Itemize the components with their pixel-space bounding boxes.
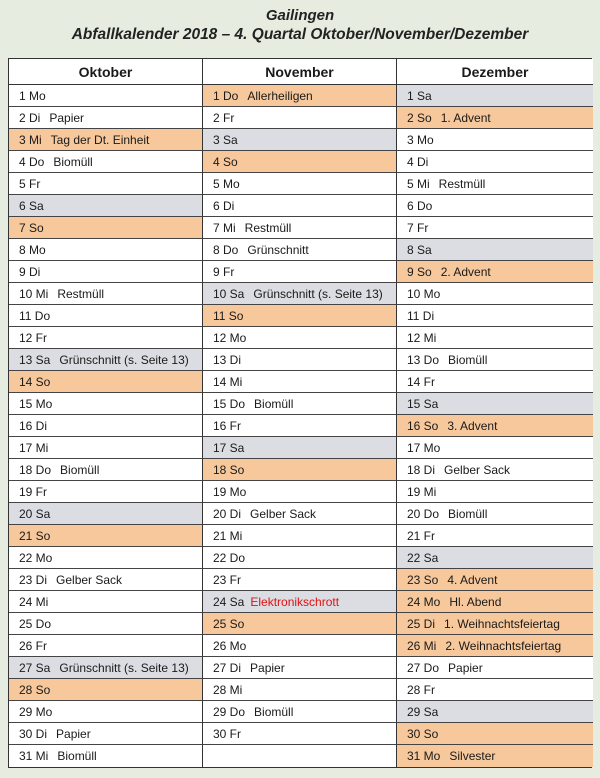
day-label: 3 Sa (213, 132, 238, 147)
day-label: 30 Fr (213, 726, 242, 741)
day-label: 20 Do (407, 506, 440, 521)
day-cell (397, 217, 593, 239)
day-label: 23 Fr (213, 572, 242, 587)
day-label: 12 Mo (213, 330, 247, 345)
day-cell (203, 195, 397, 217)
day-cell (397, 261, 593, 283)
day-label: 13 Sa (19, 352, 51, 367)
day-label: 16 Di (19, 418, 48, 433)
day-label: 14 Fr (407, 374, 436, 389)
event-label: 1. Weihnachtsfeiertag (444, 616, 560, 631)
day-label: 5 Fr (19, 176, 41, 191)
day-label: 11 Di (407, 308, 435, 323)
day-label: 1 Mo (19, 88, 46, 103)
day-cell (397, 151, 593, 173)
event-label: Gelber Sack (250, 506, 317, 521)
day-label: 18 Di (407, 462, 436, 477)
day-cell (203, 371, 397, 393)
day-cell (203, 85, 397, 107)
day-cell (397, 657, 593, 679)
day-label: 8 Mo (19, 242, 46, 257)
event-label: Biomüll (57, 749, 97, 763)
event-label: 2. Advent (440, 264, 491, 279)
day-cell (9, 107, 203, 129)
day-label: 23 So (407, 572, 439, 587)
event-label: Silvester (449, 749, 496, 763)
day-cell (203, 239, 397, 261)
day-cell (9, 239, 203, 261)
day-cell (203, 701, 397, 723)
day-cell (397, 393, 593, 415)
day-label: 17 Sa (213, 440, 245, 455)
day-label: 22 Do (213, 550, 246, 565)
event-label: Papier (56, 726, 91, 741)
day-cell (397, 305, 593, 327)
day-cell (9, 657, 203, 679)
day-label: 26 Fr (19, 638, 48, 653)
day-label: 3 Mi (19, 132, 42, 147)
day-cell (397, 349, 593, 371)
event-label: Papier (250, 660, 285, 675)
day-cell (9, 85, 203, 107)
day-label: 26 Mo (213, 638, 247, 653)
event-label: 4. Advent (447, 572, 498, 587)
day-cell (203, 129, 397, 151)
day-cell (397, 85, 593, 107)
calendar-table (8, 58, 592, 768)
day-cell (203, 569, 397, 591)
day-cell (9, 327, 203, 349)
day-cell (9, 591, 203, 613)
event-label: Hl. Abend (449, 594, 502, 609)
day-cell (203, 547, 397, 569)
day-label: 9 So (407, 264, 432, 279)
day-label: 28 So (19, 682, 51, 697)
day-cell (397, 701, 593, 723)
day-label: 24 Mo (407, 594, 441, 609)
event-label: Papier (49, 110, 85, 125)
event-label: Biomüll (254, 704, 294, 719)
day-label: 27 Di (213, 660, 242, 675)
day-cell (203, 525, 397, 547)
day-label: 2 So (407, 110, 432, 125)
day-label: 21 Fr (407, 528, 436, 543)
day-cell (9, 701, 203, 723)
day-label: 8 Sa (407, 242, 432, 257)
event-label: Biomüll (254, 396, 294, 411)
day-label: 14 Mi (213, 374, 243, 389)
event-label: Restmüll (57, 286, 105, 301)
day-cell (203, 745, 397, 767)
day-cell (203, 393, 397, 415)
day-cell (203, 349, 397, 371)
day-cell (397, 239, 593, 261)
day-cell (397, 437, 593, 459)
event-label: Tag der Dt. Einheit (50, 132, 150, 147)
day-cell (203, 217, 397, 239)
day-cell (203, 173, 397, 195)
day-cell (9, 635, 203, 657)
day-label: 30 So (407, 726, 439, 741)
day-cell (9, 503, 203, 525)
day-label: 10 Sa (213, 286, 245, 301)
day-cell (9, 305, 203, 327)
day-cell (397, 635, 593, 657)
day-label: 15 Sa (407, 396, 439, 411)
event-label: Biomüll (448, 352, 488, 367)
day-cell (9, 745, 203, 767)
day-label: 2 Di (19, 110, 41, 125)
day-label: 15 Mo (19, 396, 53, 411)
day-label: 29 Do (213, 704, 246, 719)
day-cell (397, 107, 593, 129)
day-label: 4 Do (19, 154, 45, 169)
day-cell (203, 635, 397, 657)
day-cell (9, 569, 203, 591)
event-label: Restmüll (438, 176, 486, 191)
day-label: 9 Di (19, 264, 41, 279)
day-cell (397, 503, 593, 525)
day-cell (9, 613, 203, 635)
day-cell (9, 437, 203, 459)
day-cell (9, 723, 203, 745)
day-cell (9, 679, 203, 701)
day-label: 4 So (213, 154, 238, 169)
day-label: 12 Mi (407, 330, 437, 345)
month-header-dezember: Dezember (397, 59, 593, 85)
day-cell (9, 371, 203, 393)
day-label: 30 Di (19, 726, 48, 741)
day-label: 28 Mi (213, 682, 243, 697)
day-label: 27 Sa (19, 660, 51, 675)
day-label: 2 Fr (213, 110, 235, 125)
event-label: Grünschnitt (s. Seite 13) (253, 286, 383, 301)
day-label: 28 Fr (407, 682, 436, 697)
day-label: 6 Di (213, 198, 235, 213)
day-label: 17 Mi (19, 440, 49, 455)
day-cell (203, 503, 397, 525)
day-label: 13 Do (407, 352, 440, 367)
day-cell (397, 129, 593, 151)
day-cell (203, 481, 397, 503)
day-cell (397, 327, 593, 349)
day-label: 31 Mo (407, 749, 441, 763)
event-label: Elektronikschrott (250, 594, 340, 609)
day-label: 12 Fr (19, 330, 48, 345)
day-label: 24 Mi (19, 594, 49, 609)
day-label: 20 Di (213, 506, 242, 521)
day-cell (9, 547, 203, 569)
day-cell (203, 107, 397, 129)
event-label: Restmüll (244, 220, 292, 235)
day-cell (203, 151, 397, 173)
event-label: Grünschnitt (s. Seite 13) (59, 352, 189, 367)
day-cell (203, 591, 397, 613)
day-label: 10 Mi (19, 286, 49, 301)
page-title: Abfallkalender 2018 – 4. Quartal Oktober/November/Dezember (71, 26, 529, 43)
day-label: 13 Di (213, 352, 242, 367)
day-label: 5 Mi (407, 176, 430, 191)
day-label: 6 Sa (19, 198, 44, 213)
day-cell (203, 657, 397, 679)
day-cell (397, 679, 593, 701)
day-cell (397, 283, 593, 305)
day-cell (203, 437, 397, 459)
day-label: 31 Mi (19, 749, 49, 763)
day-label: 22 Sa (407, 550, 439, 565)
day-cell (203, 723, 397, 745)
day-label: 18 Do (19, 462, 52, 477)
day-cell (9, 525, 203, 547)
day-cell (203, 283, 397, 305)
day-label: 19 Mo (213, 484, 247, 499)
event-label: Biomüll (53, 154, 93, 169)
day-label: 21 Mi (213, 528, 243, 543)
location-title: Gailingen (265, 7, 335, 24)
day-label: 20 Sa (19, 506, 51, 521)
day-cell (9, 173, 203, 195)
day-label: 5 Mo (213, 176, 240, 191)
day-label: 11 Do (19, 308, 51, 323)
day-label: 8 Do (213, 242, 239, 257)
day-label: 18 So (213, 462, 245, 477)
event-label: 2. Weihnachtsfeiertag (445, 638, 562, 653)
day-cell (203, 415, 397, 437)
day-label: 15 Do (213, 396, 246, 411)
day-label: 3 Mo (407, 132, 434, 147)
day-cell (203, 261, 397, 283)
day-cell (9, 283, 203, 305)
day-cell (9, 151, 203, 173)
day-label: 25 Do (19, 616, 52, 631)
day-label: 16 So (407, 418, 439, 433)
day-cell (397, 723, 593, 745)
day-label: 26 Mi (407, 638, 437, 653)
event-label: Grünschnitt (s. Seite 13) (59, 660, 189, 675)
event-label: Biomüll (60, 462, 100, 477)
event-label: Grünschnitt (247, 242, 309, 257)
day-label: 22 Mo (19, 550, 53, 565)
day-label: 7 Mi (213, 220, 236, 235)
day-cell (397, 547, 593, 569)
day-label: 16 Fr (213, 418, 242, 433)
day-cell (9, 393, 203, 415)
day-label: 14 So (19, 374, 51, 389)
day-cell (9, 481, 203, 503)
day-label: 4 Di (407, 154, 429, 169)
day-cell (397, 745, 593, 767)
month-header-oktober: Oktober (9, 59, 203, 85)
event-label: Biomüll (448, 506, 488, 521)
day-label: 11 So (213, 308, 244, 323)
day-label: 24 Sa (213, 594, 245, 609)
day-label: 29 Sa (407, 704, 439, 719)
day-cell (203, 679, 397, 701)
day-label: 25 Di (407, 616, 436, 631)
day-label: 7 So (19, 220, 44, 235)
day-cell (9, 349, 203, 371)
day-label: 19 Fr (19, 484, 48, 499)
day-cell (397, 415, 593, 437)
day-cell (397, 481, 593, 503)
day-cell (9, 217, 203, 239)
day-label: 25 So (213, 616, 245, 631)
day-cell (397, 371, 593, 393)
day-cell (397, 613, 593, 635)
day-label: 21 So (19, 528, 51, 543)
day-cell (397, 525, 593, 547)
day-label: 1 Do (213, 88, 239, 103)
day-label: 19 Mi (407, 484, 437, 499)
day-cell (9, 129, 203, 151)
event-label: 1. Advent (440, 110, 491, 125)
day-label: 1 Sa (407, 88, 432, 103)
event-label: Papier (448, 660, 483, 675)
day-cell (397, 173, 593, 195)
event-label: Gelber Sack (56, 572, 123, 587)
day-cell (9, 415, 203, 437)
day-cell (397, 459, 593, 481)
header (0, 0, 600, 58)
day-cell (203, 459, 397, 481)
day-label: 17 Mo (407, 440, 441, 455)
day-label: 27 Do (407, 660, 440, 675)
day-label: 6 Do (407, 198, 433, 213)
day-cell (203, 305, 397, 327)
event-label: Allerheiligen (247, 88, 313, 103)
day-label: 10 Mo (407, 286, 441, 301)
day-cell (9, 261, 203, 283)
event-label: Gelber Sack (444, 462, 511, 477)
day-cell (203, 613, 397, 635)
day-cell (203, 327, 397, 349)
day-cell (397, 195, 593, 217)
day-label: 29 Mo (19, 704, 53, 719)
month-header-november: November (203, 59, 397, 85)
event-label: 3. Advent (447, 418, 498, 433)
day-cell (397, 569, 593, 591)
day-cell (9, 459, 203, 481)
day-label: 7 Fr (407, 220, 429, 235)
day-cell (397, 591, 593, 613)
day-label: 23 Di (19, 572, 48, 587)
day-cell (9, 195, 203, 217)
day-label: 9 Fr (213, 264, 235, 279)
